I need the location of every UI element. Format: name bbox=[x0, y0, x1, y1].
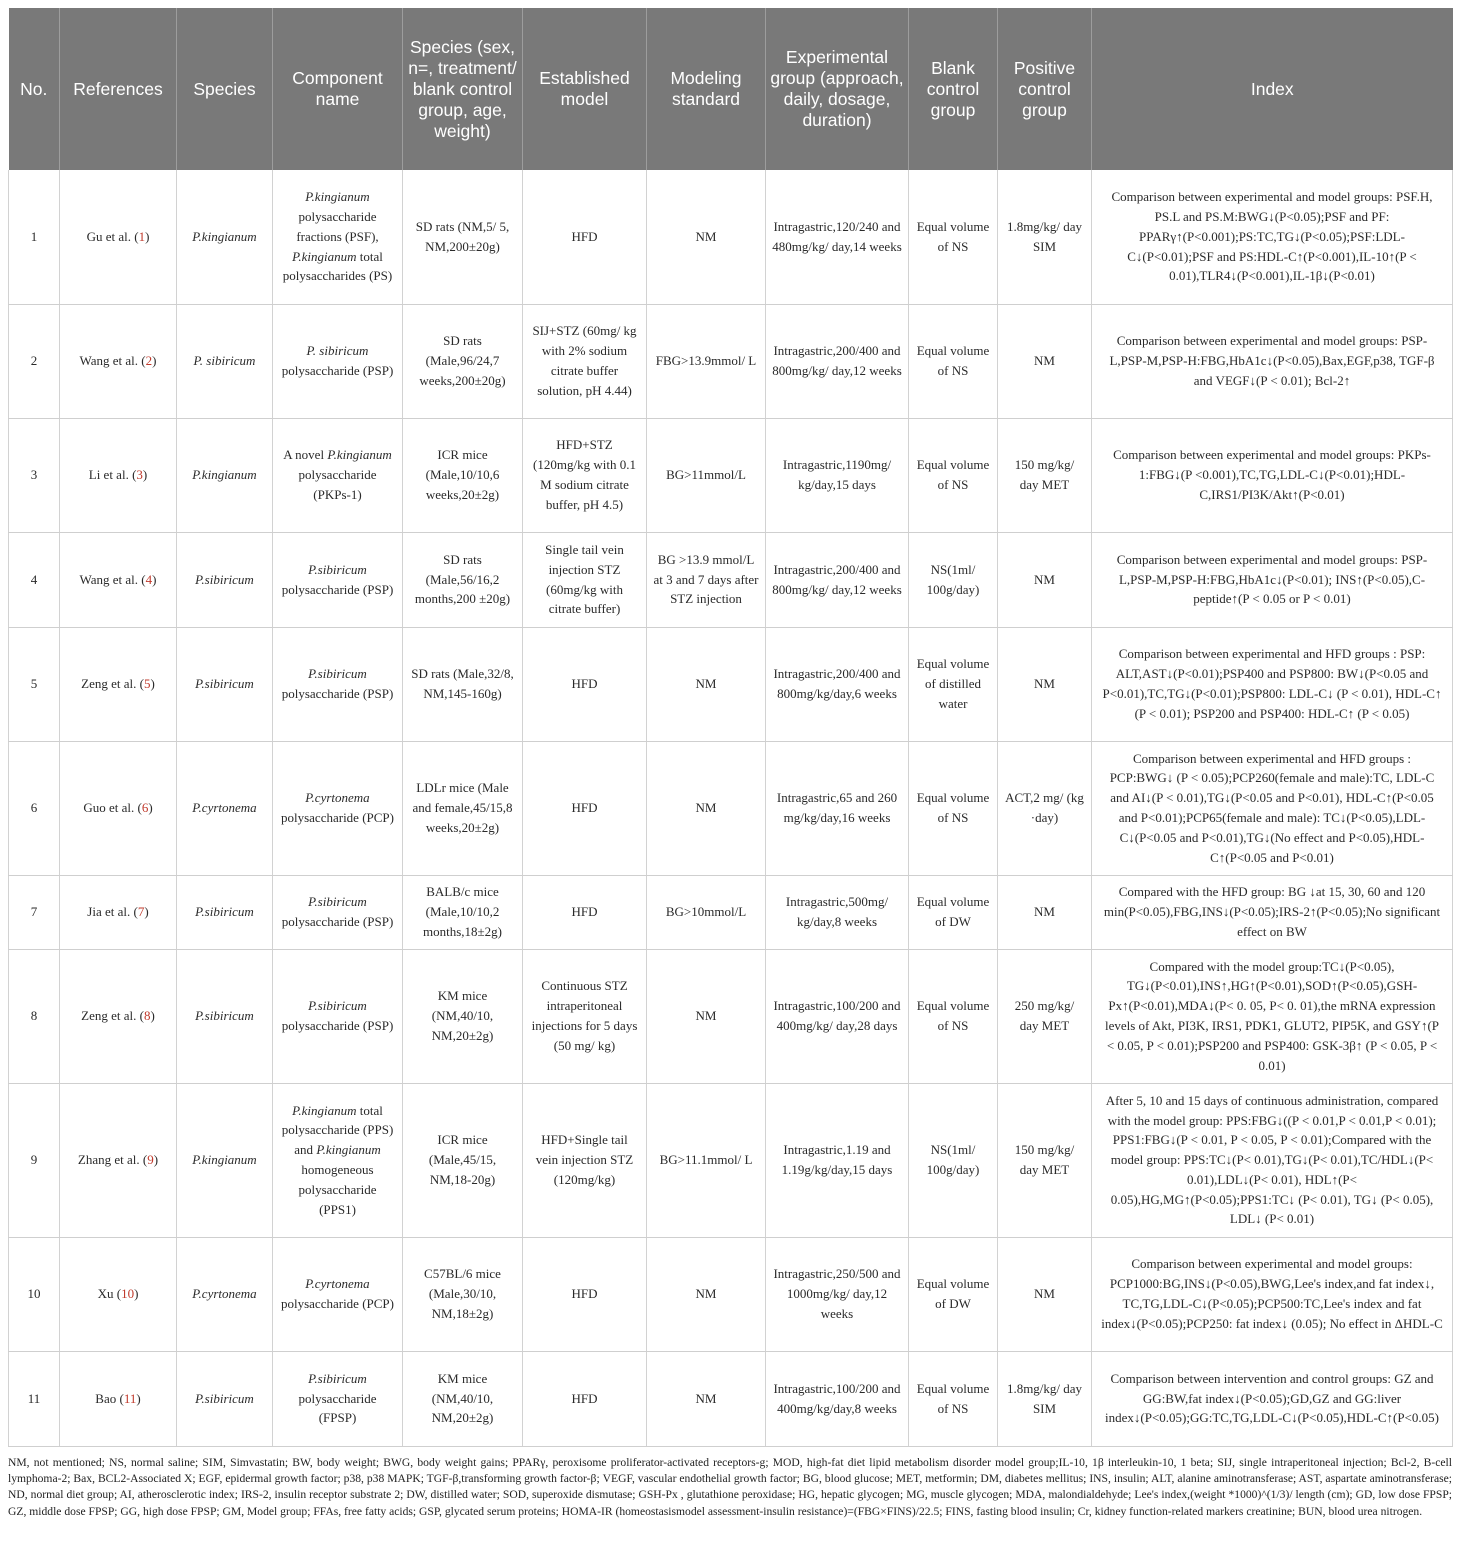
cell-subjects: BALB/c mice (Male,10/10,2 months,18±2g) bbox=[403, 875, 523, 949]
cell-experimental: Intragastric,250/500 and 1000mg/kg/ day,12 weeks bbox=[766, 1237, 909, 1351]
cell-species bbox=[177, 1237, 273, 1351]
cell-species bbox=[177, 418, 273, 532]
header-experimental: Experimental group (approach, daily, dosage, duration) bbox=[766, 8, 909, 170]
species-name: P.sibiricum bbox=[195, 676, 254, 692]
species-name: P.sibiricum bbox=[195, 1008, 254, 1024]
species-name: P. sibiricum bbox=[193, 353, 256, 369]
cell-positive: NM bbox=[998, 532, 1092, 627]
cell-standard: NM bbox=[647, 1351, 766, 1446]
header-references: References bbox=[60, 8, 177, 170]
cell-reference bbox=[60, 304, 177, 418]
cell-component: P.kingianum total polysaccharide (PPS) and P.kingianum homogeneous polysaccharide (PPS1) bbox=[273, 1083, 403, 1237]
header-blank: Blank control group bbox=[909, 8, 998, 170]
cell-species bbox=[177, 1351, 273, 1446]
ref-close: ) bbox=[153, 1152, 159, 1168]
cell-standard: NM bbox=[647, 1237, 766, 1351]
header-subjects: Species (sex, n=, treatment/ blank control group, age, weight) bbox=[403, 8, 523, 170]
cell-component: P.cyrtonema polysaccharide (PCP) bbox=[273, 741, 403, 875]
ref-close: ) bbox=[134, 1286, 139, 1302]
cell-blank: Equal volume of distilled water bbox=[909, 627, 998, 741]
cell-reference bbox=[60, 1237, 177, 1351]
ref-close: ) bbox=[148, 800, 153, 816]
table-row bbox=[9, 170, 1453, 304]
table-row bbox=[9, 418, 1453, 532]
cell-index: Compared with the HFD group: BG ↓at 15, 30, 60 and 120 min(P<0.05),FBG,INS↓(P<0.05);IRS-2↑(P<0.05);No significant effect on BW bbox=[1092, 875, 1453, 949]
cell-positive: NM bbox=[998, 627, 1092, 741]
cell-no: 10 bbox=[9, 1237, 60, 1351]
cell-blank: Equal volume of NS bbox=[909, 304, 998, 418]
cell-standard: NM bbox=[647, 627, 766, 741]
cell-blank: NS(1ml/ 100g/day) bbox=[909, 1083, 998, 1237]
ref-author: Guo et al. ( bbox=[83, 800, 142, 816]
ref-link[interactable]: 7 bbox=[137, 904, 145, 920]
ref-author: Wang et al. ( bbox=[79, 353, 146, 369]
ref-close: ) bbox=[136, 1390, 141, 1406]
cell-positive: NM bbox=[998, 304, 1092, 418]
species-name: P.sibiricum bbox=[195, 571, 254, 587]
header-row bbox=[9, 8, 1453, 170]
header-index: Index bbox=[1092, 8, 1453, 170]
document bbox=[8, 8, 1452, 1520]
cell-species bbox=[177, 627, 273, 741]
cell-no: 3 bbox=[9, 418, 60, 532]
cell-blank: Equal volume of DW bbox=[909, 1237, 998, 1351]
table-row bbox=[9, 627, 1453, 741]
cell-model: HFD bbox=[523, 875, 647, 949]
header-no: No. bbox=[9, 8, 60, 170]
ref-close: ) bbox=[152, 571, 157, 587]
cell-blank: NS(1ml/ 100g/day) bbox=[909, 532, 998, 627]
ref-author: Bao ( bbox=[95, 1390, 124, 1406]
header-component: Component name bbox=[273, 8, 403, 170]
species-name: P.kingianum bbox=[192, 228, 257, 244]
cell-reference bbox=[60, 1083, 177, 1237]
ref-link[interactable]: 6 bbox=[141, 800, 149, 816]
cell-species bbox=[177, 304, 273, 418]
table-row bbox=[9, 532, 1453, 627]
cell-species bbox=[177, 532, 273, 627]
cell-subjects: KM mice (NM,40/10, NM,20±2g) bbox=[403, 1351, 523, 1446]
cell-positive: NM bbox=[998, 875, 1092, 949]
cell-species bbox=[177, 875, 273, 949]
ref-author: Jia et al. ( bbox=[87, 904, 138, 920]
ref-close: ) bbox=[152, 353, 157, 369]
cell-reference bbox=[60, 627, 177, 741]
cell-model: HFD bbox=[523, 1351, 647, 1446]
ref-author: Zhang et al. ( bbox=[77, 1152, 148, 1168]
ref-link[interactable]: 2 bbox=[145, 353, 153, 369]
cell-component: P.cyrtonema polysaccharide (PCP) bbox=[273, 1237, 403, 1351]
cell-blank: Equal volume of NS bbox=[909, 741, 998, 875]
table-row bbox=[9, 875, 1453, 949]
table-row bbox=[9, 1237, 1453, 1351]
cell-standard: NM bbox=[647, 170, 766, 304]
cell-index: Comparison between intervention and control groups: GZ and GG:BW,fat index↓(P<0.05);GD,GZ and GG:liver index↓(P<0.05);GG:TC,TG,LDL-C↓(P<0.05),HDL-C↑(P<0.05) bbox=[1092, 1351, 1453, 1446]
cell-blank: Equal volume of NS bbox=[909, 949, 998, 1083]
cell-model: HFD bbox=[523, 741, 647, 875]
cell-index: Comparison between experimental and HFD groups : PSP: ALT,AST↓(P<0.01);PSP400 and PSP800: BW↓(P<0.05 and P<0.01),TC,TG↓(P<0.01);PSP800: LDL-C↓ (P < 0.01), HDL-C↑ (P < 0.01); PSP200 and PSP400: HDL-C↑ (P < 0.05) bbox=[1092, 627, 1453, 741]
cell-standard: BG >13.9 mmol/L at 3 and 7 days after STZ injection bbox=[647, 532, 766, 627]
cell-no: 2 bbox=[9, 304, 60, 418]
table-row bbox=[9, 949, 1453, 1083]
cell-subjects: C57BL/6 mice (Male,30/10, NM,18±2g) bbox=[403, 1237, 523, 1351]
cell-reference bbox=[60, 741, 177, 875]
cell-subjects: LDLr mice (Male and female,45/15,8 weeks,20±2g) bbox=[403, 741, 523, 875]
cell-index: Comparison between experimental and model groups: PSP-L,PSP-M,PSP-H:FBG,HbA1c↓(P<0.05),Bax,EGF,p38, TGF-β and VEGF↓(P < 0.01); Bcl-2↑ bbox=[1092, 304, 1453, 418]
species-name: P.sibiricum bbox=[195, 1390, 254, 1406]
cell-reference bbox=[60, 418, 177, 532]
header-species: Species bbox=[177, 8, 273, 170]
table-row bbox=[9, 304, 1453, 418]
table-row bbox=[9, 1083, 1453, 1237]
cell-index: After 5, 10 and 15 days of continuous administration, compared with the model group: PPS:FBG↓((P < 0.01,P < 0.01,P < 0.01); PPS1:FBG↓(P < 0.01, P < 0.05, P < 0.01);Compared with the model group: PPS:TC↓(P< 0.01),TG↓(P< 0.01),TC/HDL↓(P< 0.01),LDL↓(P< 0.01), HDL↑(P< 0.05),HG,MG↑(P<0.05);PPS1:TC↓ (P< 0.01), TG↓ (P< 0.05), LDL↓ (P< 0.01) bbox=[1092, 1083, 1453, 1237]
cell-positive: 1.8mg/kg/ day SIM bbox=[998, 170, 1092, 304]
cell-reference bbox=[60, 949, 177, 1083]
cell-component: P.sibiricum polysaccharide (PSP) bbox=[273, 627, 403, 741]
cell-model: HFD+Single tail vein injection STZ (120mg/kg) bbox=[523, 1083, 647, 1237]
species-name: P.cyrtonema bbox=[192, 1286, 257, 1302]
ref-close: ) bbox=[145, 228, 150, 244]
cell-species bbox=[177, 170, 273, 304]
cell-model: Continuous STZ intraperitoneal injections for 5 days (50 mg/ kg) bbox=[523, 949, 647, 1083]
cell-experimental: Intragastric,200/400 and 800mg/kg/ day,12 weeks bbox=[766, 304, 909, 418]
ref-author: Zeng et al. ( bbox=[81, 1008, 144, 1024]
cell-positive: 1.8mg/kg/ day SIM bbox=[998, 1351, 1092, 1446]
cell-reference bbox=[60, 1351, 177, 1446]
cell-positive: 150 mg/kg/ day MET bbox=[998, 1083, 1092, 1237]
species-name: P.kingianum bbox=[192, 1152, 257, 1168]
cell-blank: Equal volume of NS bbox=[909, 418, 998, 532]
cell-species bbox=[177, 1083, 273, 1237]
cell-component: P. sibiricum polysaccharide (PSP) bbox=[273, 304, 403, 418]
cell-standard: BG>11.1mmol/ L bbox=[647, 1083, 766, 1237]
cell-experimental: Intragastric,200/400 and 800mg/kg/ day,12 weeks bbox=[766, 532, 909, 627]
ref-close: ) bbox=[142, 467, 148, 483]
cell-positive: 150 mg/kg/ day MET bbox=[998, 418, 1092, 532]
cell-subjects: SD rats (NM,5/ 5, NM,200±20g) bbox=[403, 170, 523, 304]
ref-link[interactable]: 8 bbox=[143, 1008, 151, 1024]
cell-blank: Equal volume of NS bbox=[909, 1351, 998, 1446]
cell-standard: BG>11mmol/L bbox=[647, 418, 766, 532]
header-standard: Modeling standard bbox=[647, 8, 766, 170]
cell-reference bbox=[60, 532, 177, 627]
ref-author: Gu et al. ( bbox=[86, 228, 139, 244]
ref-close: ) bbox=[144, 904, 149, 920]
cell-experimental: Intragastric,100/200 and 400mg/kg/day,8 weeks bbox=[766, 1351, 909, 1446]
ref-link[interactable]: 11 bbox=[123, 1390, 137, 1406]
cell-index: Comparison between experimental and model groups: PKPs-1:FBG↓(P <0.001),TC,TG,LDL-C↓(P<0.01);HDL-C,IRS1/PI3K/Akt↑(P<0.01) bbox=[1092, 418, 1453, 532]
table-row bbox=[9, 741, 1453, 875]
cell-no: 11 bbox=[9, 1351, 60, 1446]
ref-author: Xu ( bbox=[97, 1286, 122, 1302]
cell-model: HFD bbox=[523, 1237, 647, 1351]
cell-subjects: SD rats (Male,96/24,7 weeks,200±20g) bbox=[403, 304, 523, 418]
species-name: P.sibiricum bbox=[195, 904, 254, 920]
ref-author: Li et al. ( bbox=[88, 467, 137, 483]
cell-experimental: Intragastric,1190mg/ kg/day,15 days bbox=[766, 418, 909, 532]
cell-standard: BG>10mmol/L bbox=[647, 875, 766, 949]
cell-index: Comparison between experimental and model groups: PSP-L,PSP-M,PSP-H:FBG,HbA1c↓(P<0.01); INS↑(P<0.05),C-peptide↑(P < 0.05 or P < 0.01) bbox=[1092, 532, 1453, 627]
cell-no: 4 bbox=[9, 532, 60, 627]
cell-component: P.sibiricum polysaccharide (PSP) bbox=[273, 532, 403, 627]
cell-no: 8 bbox=[9, 949, 60, 1083]
cell-experimental: Intragastric,500mg/ kg/day,8 weeks bbox=[766, 875, 909, 949]
ref-link[interactable]: 3 bbox=[136, 467, 143, 483]
cell-standard: NM bbox=[647, 741, 766, 875]
cell-positive: 250 mg/kg/ day MET bbox=[998, 949, 1092, 1083]
ref-link[interactable]: 4 bbox=[145, 571, 153, 587]
ref-link[interactable]: 10 bbox=[121, 1286, 135, 1302]
cell-index: Comparison between experimental and HFD groups : PCP:BWG↓ (P < 0.05);PCP260(female and male):TC, LDL-C and AI↓(P < 0.01),TG↓(P<0.05 and P<0.01), HDL-C↑(P<0.05 and P<0.01);PCP65(female and male): TC↓(P<0.05),LDL-C↓(P<0.05 and P<0.01),TG↓(No effect and P<0.05),HDL-C↑(P<0.05 and P<0.01) bbox=[1092, 741, 1453, 875]
cell-component: P.sibiricum polysaccharide (FPSP) bbox=[273, 1351, 403, 1446]
cell-no: 5 bbox=[9, 627, 60, 741]
cell-no: 7 bbox=[9, 875, 60, 949]
cell-no: 9 bbox=[9, 1083, 60, 1237]
ref-author: Zeng et al. ( bbox=[81, 676, 144, 692]
header-positive: Positive control group bbox=[998, 8, 1092, 170]
cell-subjects: ICR mice (Male,45/15, NM,18-20g) bbox=[403, 1083, 523, 1237]
cell-component: P.kingianum polysaccharide fractions (PSF), P.kingianum total polysaccharides (PS) bbox=[273, 170, 403, 304]
species-name: P.cyrtonema bbox=[192, 800, 257, 816]
cell-subjects: SD rats (Male,56/16,2 months,200 ±20g) bbox=[403, 532, 523, 627]
cell-subjects: ICR mice (Male,10/10,6 weeks,20±2g) bbox=[403, 418, 523, 532]
cell-component: P.sibiricum polysaccharide (PSP) bbox=[273, 949, 403, 1083]
ref-author: Wang et al. ( bbox=[79, 571, 146, 587]
cell-positive: ACT,2 mg/ (kg ·day) bbox=[998, 741, 1092, 875]
cell-blank: Equal volume of DW bbox=[909, 875, 998, 949]
cell-blank: Equal volume of NS bbox=[909, 170, 998, 304]
species-name: P.kingianum bbox=[192, 467, 257, 483]
cell-experimental: Intragastric,200/400 and 800mg/kg/day,6 weeks bbox=[766, 627, 909, 741]
cell-index: Comparison between experimental and model groups: PCP1000:BG,INS↓(P<0.05),BWG,Lee's index,and fat index↓, TC,TG,LDL-C↓(P<0.05);PCP500:TC,Lee's index and fat index↓(P<0.05);PCP250: fat index↓ (0.05); No effect in ΔHDL-C bbox=[1092, 1237, 1453, 1351]
cell-model: HFD+STZ (120mg/kg with 0.1 M sodium citrate buffer, pH 4.5) bbox=[523, 418, 647, 532]
study-table bbox=[8, 8, 1453, 1447]
ref-link[interactable]: 9 bbox=[147, 1152, 154, 1168]
header-model: Established model bbox=[523, 8, 647, 170]
ref-close: ) bbox=[150, 676, 155, 692]
cell-index: Comparison between experimental and model groups: PSF.H, PS.L and PS.M:BWG↓(P<0.05);PSF and PF: PPARγ↑(P<0.001);PS:TC,TG↓(P<0.05);PSF:LDL-C↓(P<0.01);PSF and PS:HDL-C↑(P<0.001),IL-10↑(P < 0.01),TLR4↓(P<0.001),IL-1β↓(P<0.01) bbox=[1092, 170, 1453, 304]
cell-no: 1 bbox=[9, 170, 60, 304]
cell-component: P.sibiricum polysaccharide (PSP) bbox=[273, 875, 403, 949]
cell-positive: NM bbox=[998, 1237, 1092, 1351]
ref-link[interactable]: 5 bbox=[143, 676, 151, 692]
cell-index: Compared with the model group:TC↓(P<0.05), TG↓(P<0.01),INS↑,HG↑(P<0.01),SOD↑(P<0.05),GSH-Px↑(P<0.01),MDA↓(P< 0. 05, P< 0. 01),the mRNA expression levels of Akt, PI3K, IRS1, PDK1, GLUT2, PIP5K, and GSY↑(P < 0.05, P < 0.01);PSP200 and PSP400: GSK-3β↑ (P < 0.05, P < 0.01) bbox=[1092, 949, 1453, 1083]
cell-no: 6 bbox=[9, 741, 60, 875]
cell-reference bbox=[60, 170, 177, 304]
table-footnote: NM, not mentioned; NS, normal saline; SIM, Simvastatin; BW, body weight; BWG, body weight gains; PPARγ, peroxisome proliferator-activated receptors-g; MOD, high-fat diet lipid metabolism disorder model group;IL-10, 1β interleukin-10, 1 beta; SIJ, single intraperitoneal injection; Bcl-2, B-cell lymphoma-2; Bax, BCL2-Associated X; EGF, epidermal growth factor; p38, p38 MAPK; TGF-β,transforming growth factor-β; VEGF, vascular endothelial growth factor; BG, blood glucose; MET, metformin; DM, diabetes mellitus; INS, insulin; ALT, alanine aminotransferase; AST, aspartate aminotransferase; ND, normal diet group; AI, atherosclerotic index; IRS-2, insulin receptor substrate 2; DW, distilled water; SOD, superoxide dismutase; GSH-Px , glutathione peroxidase; HG, hepatic glycogen; MG, muscle glycogen; MDA, malondialdehyde; Lee's index,(weight *1000)^(1/3)/ length (cm); GD, low dose FPSP; GZ, middle dose FPSP; GG, high dose FPSP; GM, Model group; FFAs, free fatty acids; GSP, glycated serum proteins; HOMA-IR (homeostasismodel assessment-insulin resistance)=(FBG×FINS)/22.5; FINS, fasting blood insulin; Cr, kidney function-related markers creatinine; BUN, blood urea nitrogen. bbox=[8, 1455, 1452, 1518]
cell-experimental: Intragastric,120/240 and 480mg/kg/ day,14 weeks bbox=[766, 170, 909, 304]
cell-subjects: KM mice (NM,40/10, NM,20±2g) bbox=[403, 949, 523, 1083]
cell-reference bbox=[60, 875, 177, 949]
cell-model: HFD bbox=[523, 170, 647, 304]
ref-close: ) bbox=[150, 1008, 155, 1024]
ref-link[interactable]: 1 bbox=[138, 228, 146, 244]
cell-model: SIJ+STZ (60mg/ kg with 2% sodium citrate buffer solution, pH 4.44) bbox=[523, 304, 647, 418]
cell-experimental: Intragastric,100/200 and 400mg/kg/ day,28 days bbox=[766, 949, 909, 1083]
cell-component: A novel P.kingianum polysaccharide (PKPs-1) bbox=[273, 418, 403, 532]
cell-model: Single tail vein injection STZ (60mg/kg with citrate buffer) bbox=[523, 532, 647, 627]
cell-experimental: Intragastric,65 and 260 mg/kg/day,16 weeks bbox=[766, 741, 909, 875]
table-row bbox=[9, 1351, 1453, 1446]
cell-standard: FBG>13.9mmol/ L bbox=[647, 304, 766, 418]
cell-species bbox=[177, 741, 273, 875]
cell-species bbox=[177, 949, 273, 1083]
cell-model: HFD bbox=[523, 627, 647, 741]
cell-standard: NM bbox=[647, 949, 766, 1083]
cell-experimental: Intragastric,1.19 and 1.19g/kg/day,15 days bbox=[766, 1083, 909, 1237]
cell-subjects: SD rats (Male,32/8, NM,145-160g) bbox=[403, 627, 523, 741]
